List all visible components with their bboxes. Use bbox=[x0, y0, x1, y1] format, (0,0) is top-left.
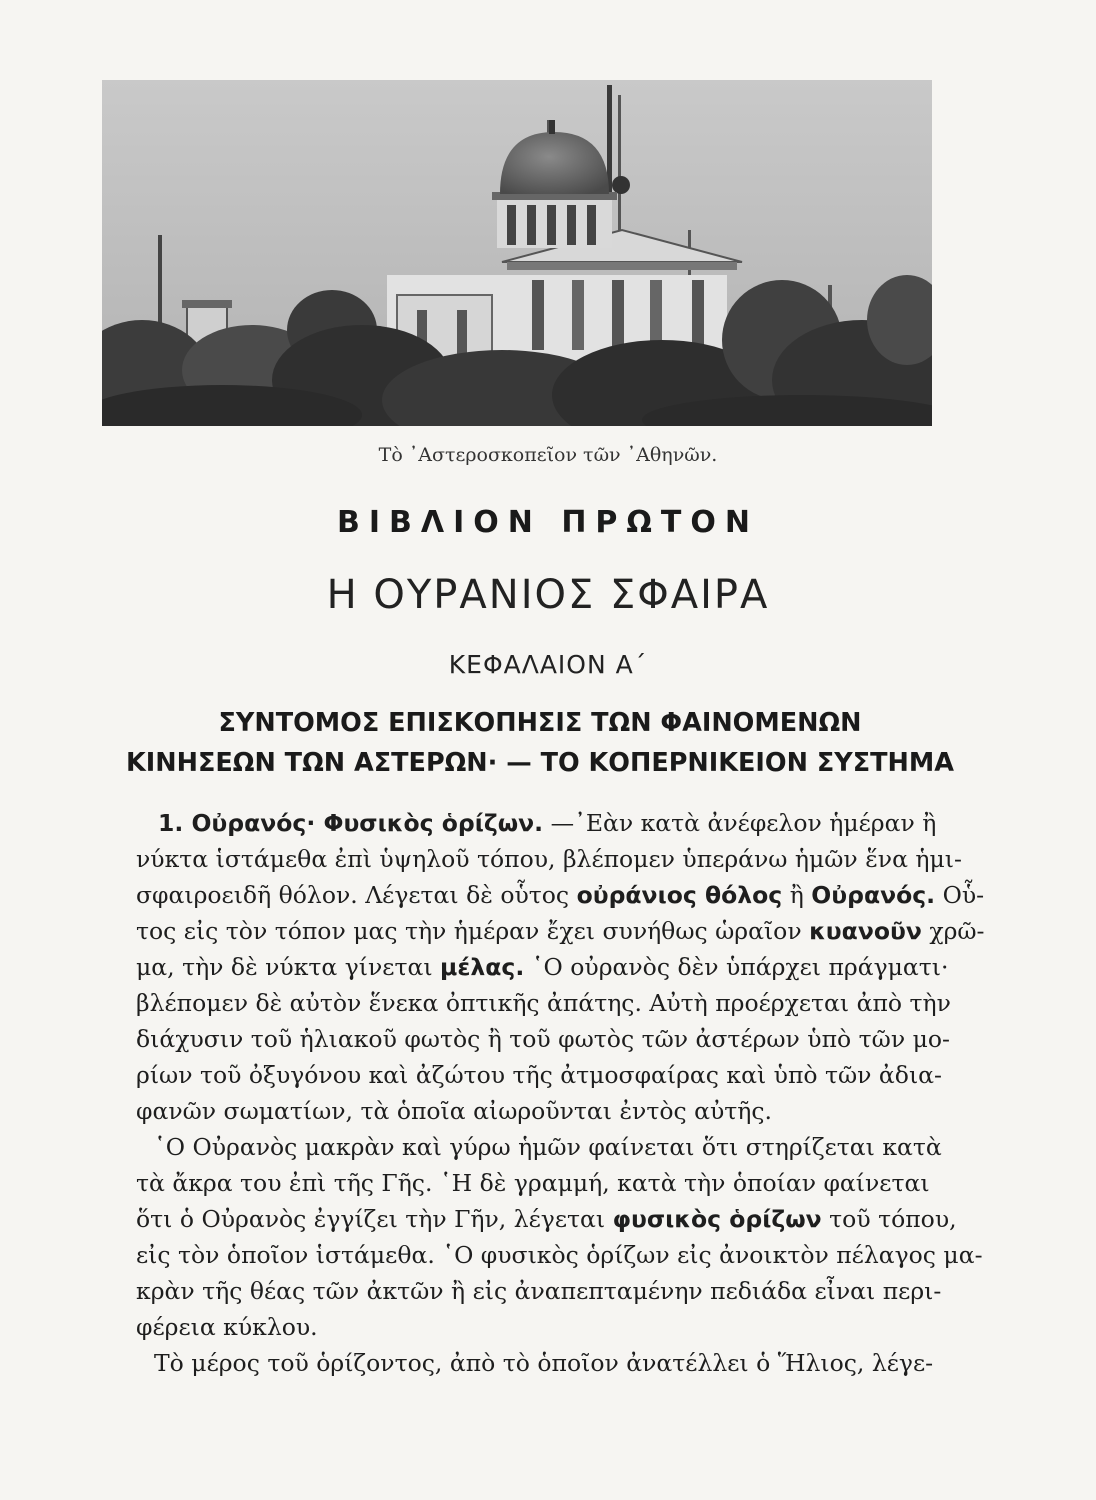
term-kyanoun: κυανοῦν bbox=[809, 917, 922, 945]
book-title: ΒΙΒΛΙΟΝ ΠΡΩΤΟΝ bbox=[336, 505, 759, 540]
paragraph-1-line-9: φανῶν σωματίων, τὰ ὁποῖα αἰωροῦνται ἐντὸς αὐτῆς. bbox=[136, 1097, 772, 1125]
paragraph-2-line-3: ὅτι ὁ Οὐρανὸς ἐγγίζει τὴν Γῆν, λέγεται φυσικὸς ὁρίζων τοῦ τόπου, bbox=[136, 1205, 957, 1233]
chapter-title bbox=[90, 703, 990, 783]
paragraph-2-line-5: κρὰν τῆς θέας τῶν ἀκτῶν ἢ εἰς ἀναπεπταμένην πεδιάδα εἶναι περι- bbox=[136, 1277, 942, 1305]
photo-caption: Τὸ ᾿Αστεροσκοπεῖον τῶν ᾿Αθηνῶν. bbox=[378, 444, 718, 466]
paragraph-2-line-2: τὰ ἄκρα του ἐπὶ τῆς Γῆς. ῾Η δὲ γραμμή, κατὰ τὴν ὁποίαν φαίνεται bbox=[136, 1169, 930, 1197]
paragraph-1-line-8: ρίων τοῦ ὀξυγόνου καὶ ἀζώτου τῆς ἀτμοσφαίρας καὶ ὑπὸ τῶν ἀδια- bbox=[136, 1061, 942, 1089]
part-title: Η ΟΥΡΑΝΙΟΣ ΣΦΑΙΡΑ bbox=[326, 572, 770, 618]
paragraph-1-line-3: σφαιροειδῆ θόλον. Λέγεται δὲ οὗτος οὐράνιος θόλος ἢ Οὐρανός. Οὗ- bbox=[136, 881, 985, 909]
body-text bbox=[136, 805, 985, 1381]
chapter-title-line-1: ΣΥΝΤΟΜΟΣ ΕΠΙΣΚΟΠΗΣΙΣ ΤΩΝ ΦΑΙΝΟΜΕΝΩΝ bbox=[218, 708, 862, 738]
chapter-title-line-2: ΚΙΝΗΣΕΩΝ ΤΩΝ ΑΣΤΕΡΩΝ· — ΤΟ ΚΟΠΕΡΝΙΚΕΙΟΝ ΣΥΣΤΗΜΑ bbox=[126, 748, 954, 778]
observatory-photo bbox=[102, 80, 932, 426]
paragraph-2-line-1: ῾Ο Οὐρανὸς μακρὰν καὶ γύρω ἡμῶν φαίνεται ὅτι στηρίζεται κατὰ bbox=[154, 1133, 942, 1161]
section-heading: 1. Οὐρανός· Φυσικὸς ὁρίζων. bbox=[158, 809, 544, 837]
paragraph-1-line-2: νύκτα ἱστάμεθα ἐπὶ ὑψηλοῦ τόπου, βλέπομεν ὑπεράνω ἡμῶν ἕνα ἡμι- bbox=[136, 845, 962, 873]
paragraph-1-line-4: τος εἰς τὸν τόπον μας τὴν ἡμέραν ἔχει συνήθως ὡραῖον κυανοῦν χρῶ- bbox=[136, 917, 985, 945]
paragraph-2-line-4: εἰς τὸν ὁποῖον ἱστάμεθα. ῾Ο φυσικὸς ὁρίζων εἰς ἀνοικτὸν πέλαγος μα- bbox=[136, 1241, 983, 1269]
term-ouranios-tholos: οὐράνιος θόλος bbox=[576, 881, 783, 909]
chapter-label: ΚΕΦΑΛΑΙΟΝ Α΄ bbox=[448, 650, 648, 679]
paragraph-2-line-6: φέρεια κύκλου. bbox=[136, 1313, 318, 1341]
term-fysikos-orizon: φυσικὸς ὁρίζων bbox=[612, 1205, 822, 1233]
paragraph-1-line-5: μα, τὴν δὲ νύκτα γίνεται μέλας. ῾Ο οὐρανὸς δὲν ὑπάρχει πράγματι· bbox=[136, 953, 949, 981]
paragraph-1-line-6: βλέπομεν δὲ αὐτὸν ἕνεκα ὀπτικῆς ἀπάτης. Αὐτὴ προέρχεται ἀπὸ τὴν bbox=[136, 989, 951, 1017]
paragraph-1-line-7: διάχυσιν τοῦ ἡλιακοῦ φωτὸς ἢ τοῦ φωτὸς τῶν ἀστέρων ὑπὸ τῶν μο- bbox=[136, 1025, 950, 1053]
paragraph-1-line-1: 1. Οὐρανός· Φυσικὸς ὁρίζων. —᾿Εὰν κατὰ ἀνέφελον ἡμέραν ἢ bbox=[158, 809, 937, 837]
term-melas: μέλας. bbox=[440, 953, 525, 981]
paragraph-3-line-1: Τὸ μέρος τοῦ ὁρίζοντος, ἀπὸ τὸ ὁποῖον ἀνατέλλει ὁ Ἥλιος, λέγε- bbox=[154, 1349, 934, 1377]
term-ouranos: Οὐρανός. bbox=[811, 881, 936, 909]
